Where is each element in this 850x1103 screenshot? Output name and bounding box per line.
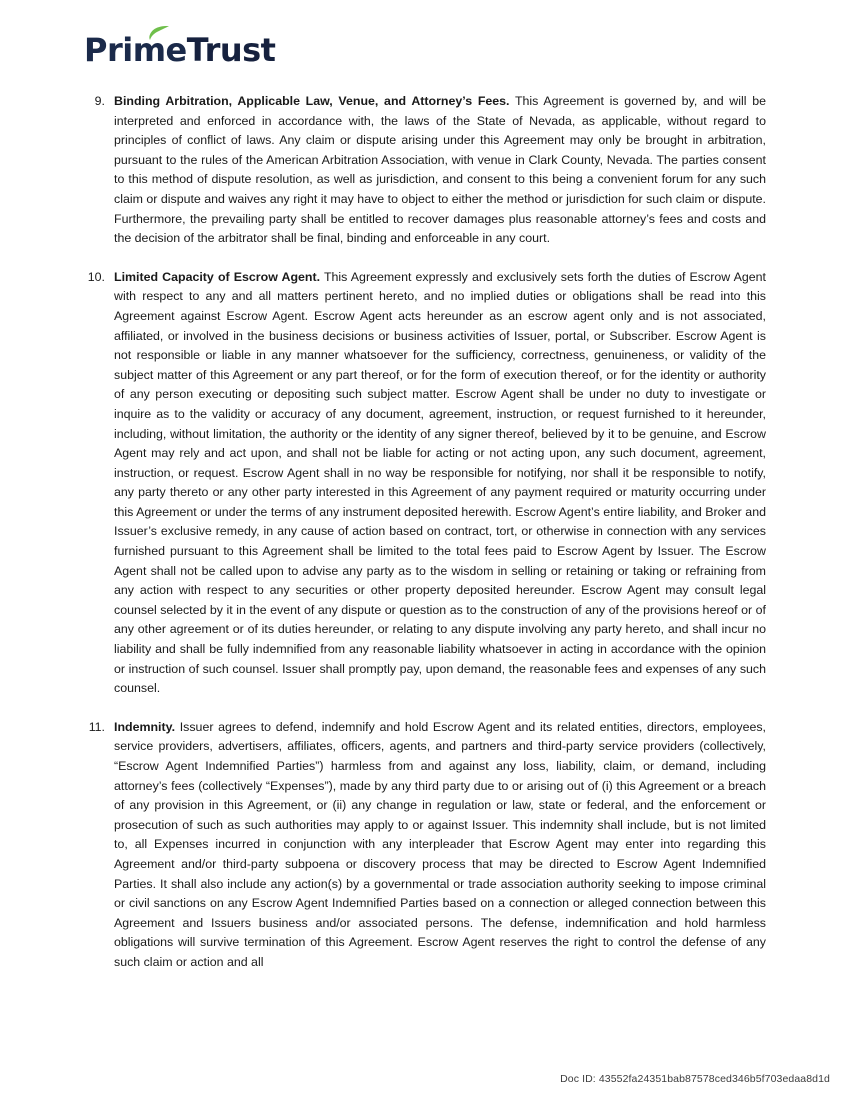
clause-title: Indemnity. (114, 719, 176, 734)
clause-text (114, 92, 766, 249)
clause-title: Limited Capacity of Escrow Agent. (114, 269, 321, 284)
logo-trust-text: Trust (186, 31, 276, 69)
clause-text (114, 268, 766, 699)
clause-9 (84, 92, 766, 249)
clause-paragraph: This Agreement is governed by, and will be interpreted and enforced in accordance with, the laws of the State of Nevada, as applicable, without regard to principles of conflict of laws. Any claim or dispute arising under this Agreement may only be brought in arbitration, pursuant to the rules of the American Arbitration Association, with venue in Clark County, Nevada. The parties consent to this method of dispute resolution, as well as jurisdiction, and consent to this being a convenient forum for any such claim or dispute and waives any right it may have to object to either the method or jurisdiction for such claim or dispute. Furthermore, the prevailing party shall be entitled to recover damages plus reasonable attorney’s fees and costs and the decision of the arbitrator shall be final, binding and enforceable in any court. (114, 94, 766, 246)
clause-paragraph: This Agreement expressly and exclusively sets forth the duties of Escrow Agent with respect to any and all matters pertinent hereto, and no implied duties or obligations shall be read into this Agreement against Escrow Agent. Escrow Agent acts hereunder as an escrow agent only and is not associated, affiliated, or involved in the business decisions or business activities of Issuer, portal, or Subscriber. Escrow Agent is not responsible or liable in any manner whatsoever for the sufficiency, correctness, genuineness, or validity of the subject matter of this Agreement or any part thereof, or for the form of execution thereof, or for the identity or authority of any person executing or depositing such subject matter. Escrow Agent shall be under no duty to investigate or inquire as to the validity or accuracy of any document, agreement, instruction, or request furnished to it hereunder, including, without limitation, the authority or the identity of any signer thereof, believed by it to be genuine, and Escrow Agent may rely and act upon, and shall not be liable for acting or not acting upon, any such document, agreement, instruction, or request. Escrow Agent shall in no way be responsible for notifying, nor shall it be responsible to notify, any party thereto or any other party interested in this Agreement of any payment required or maturity occurring under this Agreement or under the terms of any instrument deposited herewith. Escrow Agent’s entire liability, and Broker and Issuer’s exclusive remedy, in any cause of action based on contract, tort, or otherwise in connection with any services furnished pursuant to this Agreement shall be limited to the total fees paid to Escrow Agent by Issuer. The Escrow Agent shall not be called upon to advise any party as to the wisdom in selling or retaining or taking or refraining from any action with respect to any securities or other property deposited hereunder. Escrow Agent may consult legal counsel selected by it in the event of any dispute or question as to the construction of any of the provisions hereof or of any other agreement or of its duties hereunder, or relating to any dispute involving any party hereto, and shall incur no liability and shall be fully indemnified from any reasonable liability whatsoever in acting in accordance with the opinion or instruction of such counsel. Issuer shall promptly pay, upon demand, the reasonable fees and expenses of any such counsel. (114, 269, 766, 696)
clause-paragraph: Issuer agrees to defend, indemnify and hold Escrow Agent and its related entities, directors, employees, service providers, advertisers, affiliates, officers, agents, and partners and third-party service providers (collectively, “Escrow Agent Indemnified Parties”) harmless from and against any loss, liability, claim, or demand, including attorney’s fees (collectively “Expenses”), made by any third party due to or arising out of (i) this Agreement or a breach of any provision in this Agreement, or (ii) any change in regulation or law, state or federal, and the enforcement or prosecution of such as such authorities may apply to or against Issuer. This indemnity shall include, but is not limited to, all Expenses incurred in conjunction with any interpleader that Escrow Agent may enter into regarding this Agreement and/or third-party subpoena or discovery process that may be directed to Escrow Agent Indemnified Parties. It shall also include any action(s) by a governmental or trade association authority seeking to impose criminal or civil sanctions on any Escrow Agent Indemnified Parties based on a connection or alleged connection between this Agreement and Issuers business and/or associated persons. The defense, indemnification and hold harmless obligations will survive termination of this Agreement. Escrow Agent reserves the right to control the defense of any such claim or action and all (114, 719, 766, 969)
clause-title: Binding Arbitration, Applicable Law, Venue, and Attorney’s Fees. (114, 94, 510, 108)
leaf-icon (148, 25, 170, 41)
clause-number: 9. (94, 94, 105, 108)
clause-number: 11. (88, 719, 105, 734)
document-content (84, 92, 766, 992)
clause-10 (84, 268, 766, 699)
doc-id-label: Doc ID: (560, 1073, 596, 1085)
clause-number: 10. (87, 269, 105, 284)
clause-11 (84, 718, 766, 973)
logo-wordmark (84, 31, 276, 69)
brand-logo (84, 31, 276, 69)
logo-prime-text: Prime (84, 31, 187, 69)
clause-text (114, 718, 766, 973)
doc-id-value: 43552fa24351bab87578ced346b5f703edaa8d1d (598, 1073, 830, 1085)
document-footer (560, 1073, 830, 1085)
